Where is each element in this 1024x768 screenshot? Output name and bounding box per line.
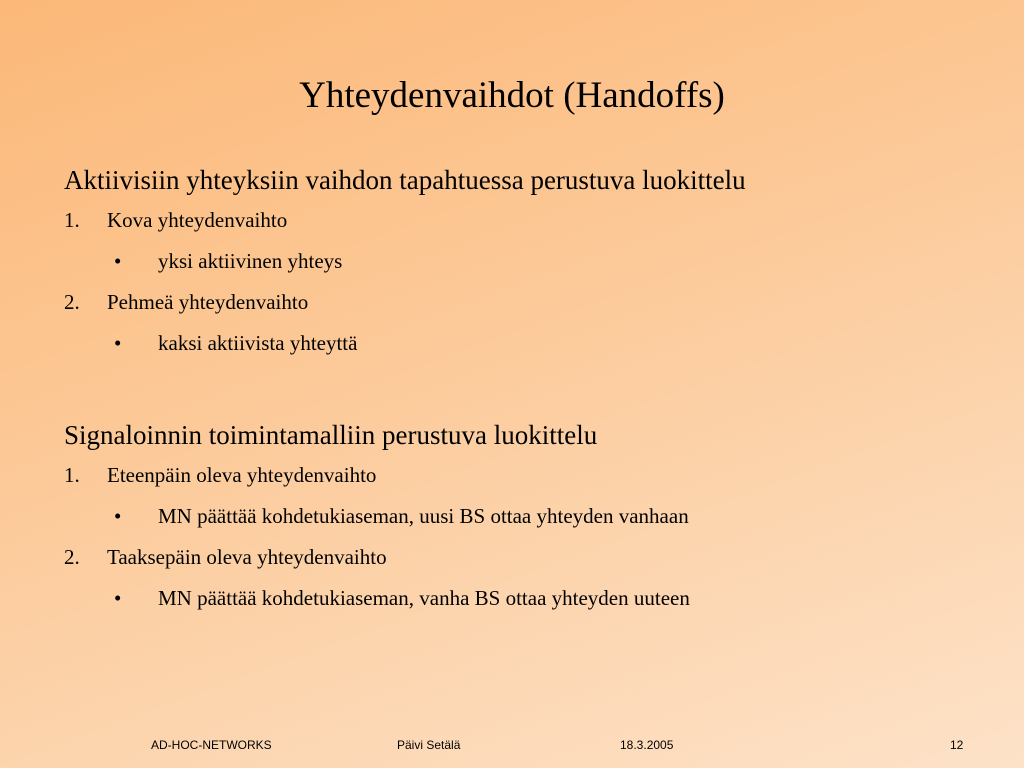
bullet-item: [64, 578, 984, 619]
numbered-item: [64, 537, 984, 578]
bullet-item: [64, 496, 984, 537]
slide-title: Yhteydenvaihdot (Handoffs): [299, 75, 725, 116]
numbered-item: [64, 455, 984, 496]
section-active-connections: [64, 160, 984, 364]
bullet-item: [64, 241, 984, 282]
numbered-item: [64, 200, 984, 241]
footer-course: AD-HOC-NETWORKS: [151, 738, 272, 752]
bullet-icon: •: [114, 504, 122, 528]
bullet-item: [64, 323, 984, 364]
footer-date: 18.3.2005: [620, 738, 674, 752]
bullet-icon: •: [114, 586, 122, 610]
item-number: 1.: [64, 463, 80, 487]
numbered-item: [64, 282, 984, 323]
bullet-text: MN päättää kohdetukiaseman, uusi BS ottaa yhteyden vanhaan: [158, 504, 689, 528]
section-heading: Aktiivisiin yhteyksiin vaihdon tapahtuessa perustuva luokittelu: [64, 165, 746, 195]
item-label: Taaksepäin oleva yhteydenvaihto: [107, 545, 387, 569]
item-number: 2.: [64, 545, 80, 569]
bullet-text: yksi aktiivinen yhteys: [158, 249, 343, 273]
footer-author: Päivi Setälä: [397, 738, 461, 752]
item-number: 2.: [64, 290, 80, 314]
bullet-icon: •: [114, 331, 122, 355]
footer-page-number: 12: [950, 738, 964, 752]
section-heading: Signaloinnin toimintamalliin perustuva luokittelu: [64, 420, 598, 450]
bullet-icon: •: [114, 249, 122, 273]
bullet-text: kaksi aktiivista yhteyttä: [158, 331, 358, 355]
item-label: Pehmeä yhteydenvaihto: [107, 290, 309, 314]
item-number: 1.: [64, 208, 80, 232]
item-label: Kova yhteydenvaihto: [107, 208, 288, 232]
bullet-text: MN päättää kohdetukiaseman, vanha BS ottaa yhteyden uuteen: [158, 586, 690, 610]
item-label: Eteenpäin oleva yhteydenvaihto: [107, 463, 377, 487]
section-signaling: [64, 415, 984, 619]
